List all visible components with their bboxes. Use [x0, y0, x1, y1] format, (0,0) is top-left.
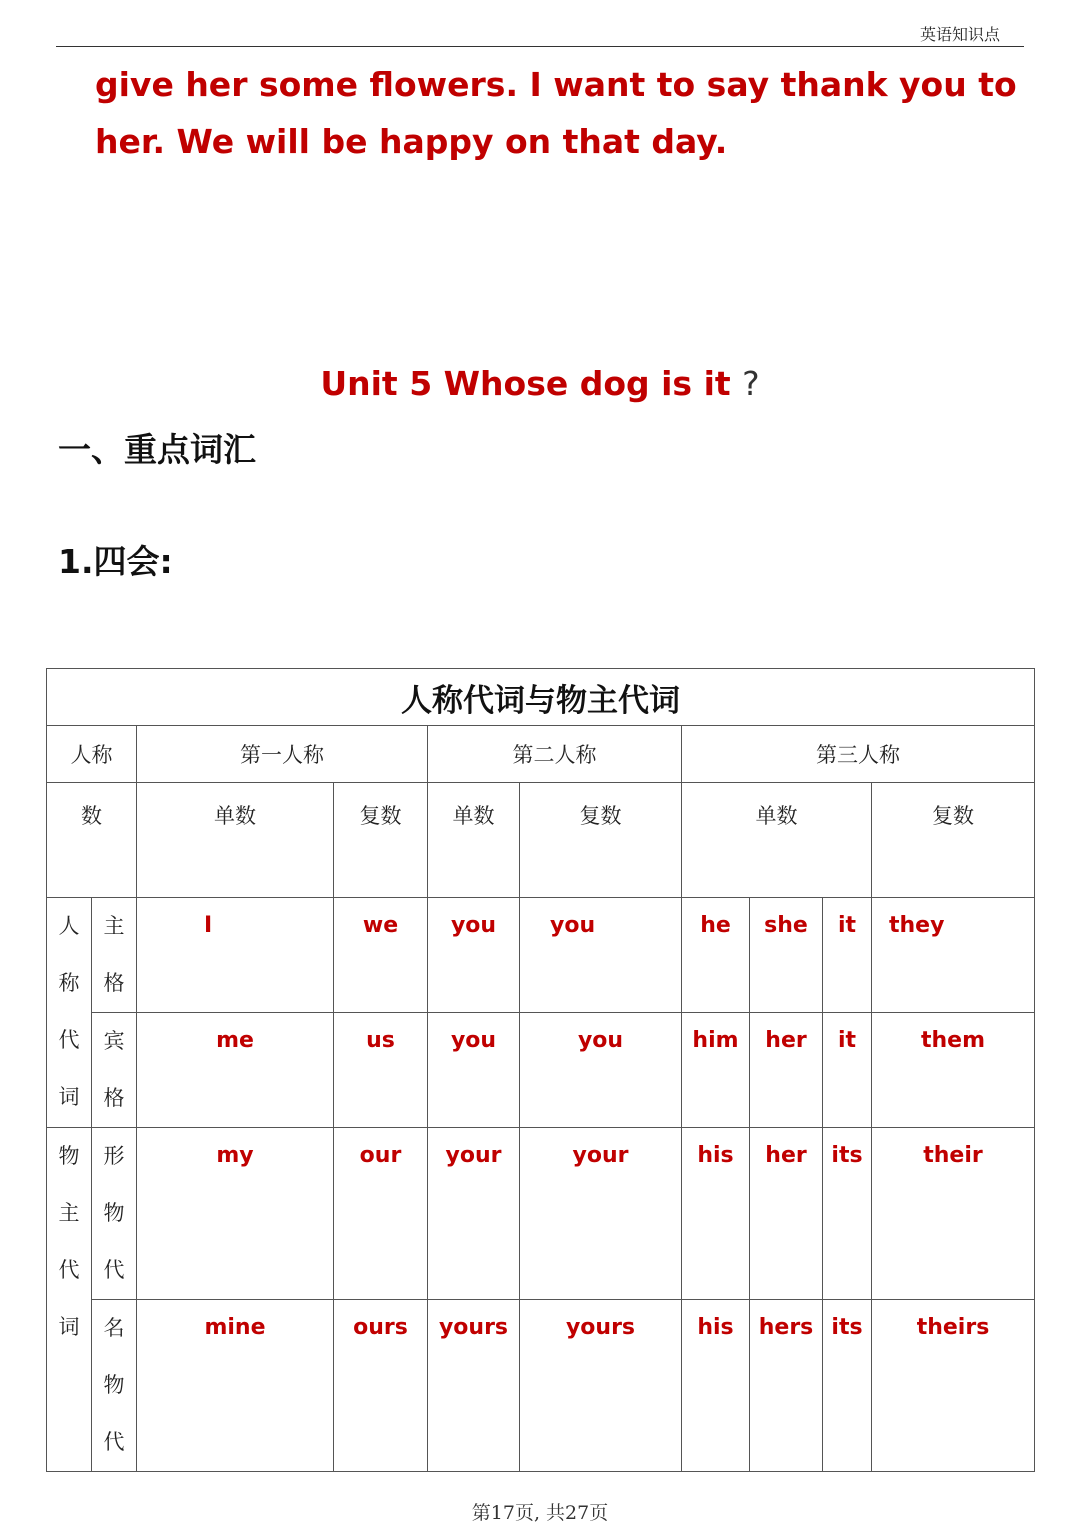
- adjective-possessive-label: 形 物 代: [92, 1128, 137, 1300]
- table-title: 人称代词与物主代词: [47, 669, 1035, 726]
- unit-title-text: Unit 5 Whose dog is it: [320, 364, 731, 403]
- table-cell: they: [872, 898, 1035, 1013]
- sub-heading: 1.四会:: [58, 542, 173, 581]
- table-cell: it: [823, 1013, 872, 1128]
- table-cell: you: [428, 1013, 520, 1128]
- unit-title-question-mark: ?: [742, 364, 760, 403]
- first-person-header: 第一人称: [137, 726, 428, 783]
- second-person-header: 第二人称: [428, 726, 682, 783]
- pronoun-table: [46, 668, 1035, 1472]
- table-cell: my: [137, 1128, 334, 1300]
- table-cell: its: [823, 1128, 872, 1300]
- table-cell: yours: [520, 1300, 682, 1472]
- header-divider: [56, 46, 1024, 47]
- red-paragraph: give her some flowers. I want to say thank you to her. We will be happy on that day.: [95, 65, 1017, 161]
- page-footer: 第17页, 共27页: [471, 1502, 609, 1524]
- table-cell: mine: [137, 1300, 334, 1472]
- table-cell: her: [750, 1128, 823, 1300]
- table-cell: them: [872, 1013, 1035, 1128]
- table-cell: yours: [428, 1300, 520, 1472]
- table-cell: your: [520, 1128, 682, 1300]
- table-cell: us: [334, 1013, 428, 1128]
- personal-pronoun-group-label: 人 称 代 词: [47, 898, 92, 1128]
- table-cell: your: [428, 1128, 520, 1300]
- possessive-pronoun-group-label: 物 主 代 词: [47, 1128, 92, 1472]
- table-cell: I: [137, 898, 334, 1013]
- table-cell: you: [520, 898, 682, 1013]
- table-cell: her: [750, 1013, 823, 1128]
- table-cell: it: [823, 898, 872, 1013]
- table-cell: him: [682, 1013, 750, 1128]
- third-person-header: 第三人称: [682, 726, 1035, 783]
- table-cell: theirs: [872, 1300, 1035, 1472]
- table-cell: ours: [334, 1300, 428, 1472]
- subject-case-label: 主 格: [92, 898, 137, 1013]
- second-plural-header: 复数: [520, 783, 682, 898]
- section-heading: 一、重点词汇: [58, 430, 256, 469]
- table-cell: our: [334, 1128, 428, 1300]
- third-plural-header: 复数: [872, 783, 1035, 898]
- unit-title: [0, 364, 1080, 403]
- table-cell: you: [520, 1013, 682, 1128]
- table-cell: me: [137, 1013, 334, 1128]
- header-label: 英语知识点: [919, 25, 1000, 44]
- number-label: 数: [47, 783, 137, 898]
- noun-possessive-label: 名 物 代: [92, 1300, 137, 1472]
- table-cell: their: [872, 1128, 1035, 1300]
- person-label: 人称: [47, 726, 137, 783]
- table-cell: you: [428, 898, 520, 1013]
- table-cell: she: [750, 898, 823, 1013]
- table-cell: its: [823, 1300, 872, 1472]
- table-cell: hers: [750, 1300, 823, 1472]
- table-cell: his: [682, 1128, 750, 1300]
- third-singular-header: 单数: [682, 783, 872, 898]
- table-cell: he: [682, 898, 750, 1013]
- table-cell: his: [682, 1300, 750, 1472]
- first-plural-header: 复数: [334, 783, 428, 898]
- table-cell: we: [334, 898, 428, 1013]
- second-singular-header: 单数: [428, 783, 520, 898]
- object-case-label: 宾 格: [92, 1013, 137, 1128]
- first-singular-header: 单数: [137, 783, 334, 898]
